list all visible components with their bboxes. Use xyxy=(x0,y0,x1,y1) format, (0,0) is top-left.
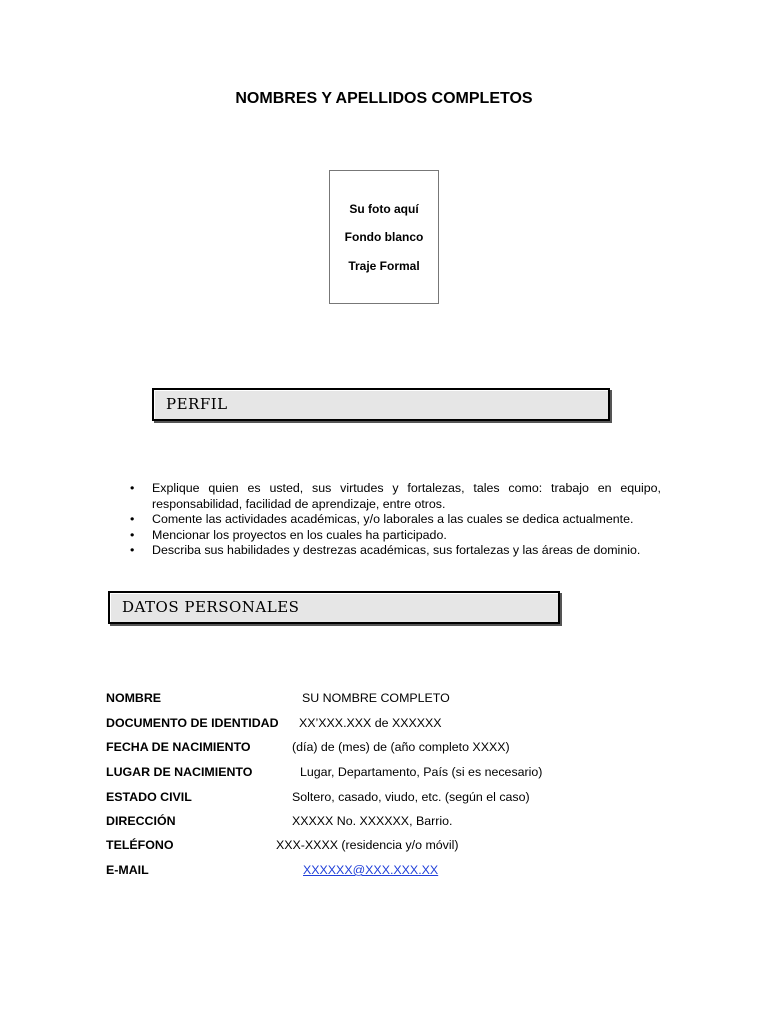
list-item: • Comente las actividades académicas, y/o laborales a las cuales se dedica actualmente. xyxy=(130,512,661,528)
field-label-nombre: NOMBRE xyxy=(106,691,162,705)
field-label-telefono: TELÉFONO xyxy=(106,838,174,852)
field-value-telefono: XXX-XXXX (residencia y/o móvil) xyxy=(276,838,459,852)
list-item: • Explique quien es usted, sus virtudes y fortalezas, tales como: trabajo en equipo, responsabilidad, facilidad de aprendizaje, entre otros. xyxy=(130,481,661,512)
field-value-estado-civil: Soltero, casado, viudo, etc. (según el caso) xyxy=(292,790,530,804)
email-link[interactable]: XXXXXX@XXX.XXX.XX xyxy=(303,863,439,877)
list-item: • Mencionar los proyectos en los cuales ha participado. xyxy=(130,528,661,544)
list-item: • Describa sus habilidades y destrezas académicas, sus fortalezas y las áreas de dominio. xyxy=(130,543,661,559)
perfil-list xyxy=(130,481,661,559)
field-value-lugar-nacimiento: Lugar, Departamento, País (si es necesario) xyxy=(300,765,543,779)
photo-line: Traje Formal xyxy=(348,259,420,273)
field-value-documento: XX’XXX.XXX de XXXXXX xyxy=(299,716,442,730)
photo-line: Su foto aquí xyxy=(349,202,419,216)
photo-placeholder xyxy=(329,170,439,304)
field-label-lugar-nacimiento: LUGAR DE NACIMIENTO xyxy=(106,765,253,779)
section-heading-perfil: PERFIL xyxy=(152,388,610,421)
field-label-email: E-MAIL xyxy=(106,863,149,877)
field-value-nombre: SU NOMBRE COMPLETO xyxy=(302,691,450,705)
field-value-fecha-nacimiento: (día) de (mes) de (año completo XXXX) xyxy=(292,740,510,754)
field-label-documento: DOCUMENTO DE IDENTIDAD xyxy=(106,716,279,730)
section-heading-datos-personales: DATOS PERSONALES xyxy=(108,591,560,624)
field-label-estado-civil: ESTADO CIVIL xyxy=(106,790,192,804)
page-title: NOMBRES Y APELLIDOS COMPLETOS xyxy=(235,90,533,107)
field-label-fecha-nacimiento: FECHA DE NACIMIENTO xyxy=(106,740,251,754)
field-value-direccion: XXXXX No. XXXXXX, Barrio. xyxy=(292,814,453,828)
field-label-direccion: DIRECCIÓN xyxy=(106,814,176,828)
photo-line: Fondo blanco xyxy=(344,230,424,244)
